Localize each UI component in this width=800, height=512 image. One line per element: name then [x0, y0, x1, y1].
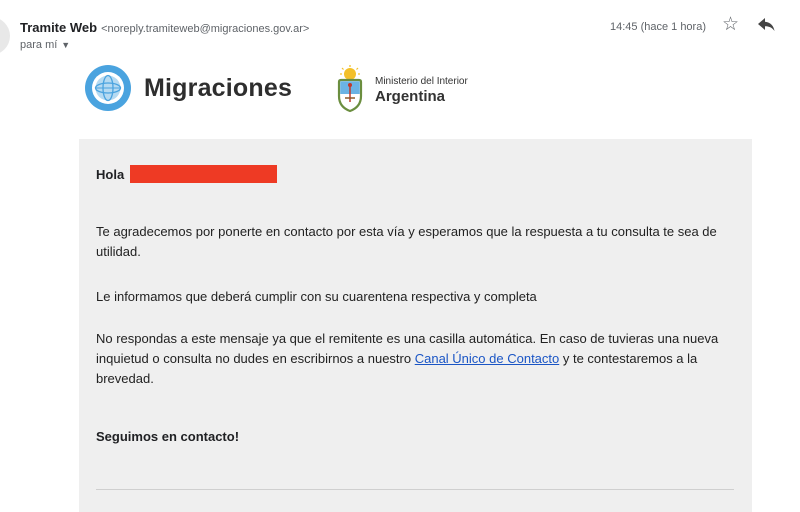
- paragraph-no-reply: [96, 329, 736, 389]
- sender-avatar: [0, 17, 10, 55]
- paragraph-thanks: Te agradecemos por ponerte en contacto por esta vía y esperamos que la respuesta a tu consulta te sea de utilidad.: [96, 224, 717, 259]
- ministerio-logo: [333, 64, 468, 116]
- timestamp: 14:45 (hace 1 hora): [609, 21, 706, 33]
- paragraph-no-reply-end: y te contestaremos a la brevedad.: [96, 351, 698, 386]
- greeting: [96, 165, 277, 183]
- sender-email: <noreply.tramiteweb@migraciones.gov.ar>: [101, 23, 310, 35]
- closing-text: Seguimos en contacto!: [96, 429, 240, 444]
- email-body-panel: [79, 139, 752, 512]
- star-icon[interactable]: ☆: [722, 14, 740, 35]
- reply-icon[interactable]: [758, 18, 775, 37]
- greeting-text: Hola: [96, 166, 125, 182]
- canal-unico-link[interactable]: Canal Único de Contacto: [414, 351, 560, 366]
- argentina-coat-of-arms-icon: [333, 64, 367, 116]
- migraciones-wordmark: Migraciones: [144, 73, 293, 102]
- recipient-label: para mí: [20, 39, 58, 51]
- chevron-down-icon: ▼: [61, 40, 71, 50]
- migraciones-emblem-icon: [84, 64, 132, 112]
- divider: [96, 489, 734, 490]
- paragraph-no-reply-start: No respondas a este mensaje ya que el remitente es una casilla automática. En caso de tuvieras una nueva inquietud o consulta no dudes en escribirnos a nuestro: [96, 331, 719, 366]
- recipient-toggle[interactable]: [20, 39, 70, 51]
- redacted-name: [130, 165, 277, 183]
- paragraph-quarantine: Le informamos que deberá cumplir con su cuarentena respectiva y completa: [96, 289, 537, 304]
- ministerio-line2: Argentina: [375, 87, 446, 105]
- sender-name: Tramite Web: [20, 20, 98, 35]
- migraciones-logo: [84, 64, 292, 112]
- ministerio-line1: Ministerio del Interior: [375, 75, 468, 87]
- sender-info: [20, 20, 309, 35]
